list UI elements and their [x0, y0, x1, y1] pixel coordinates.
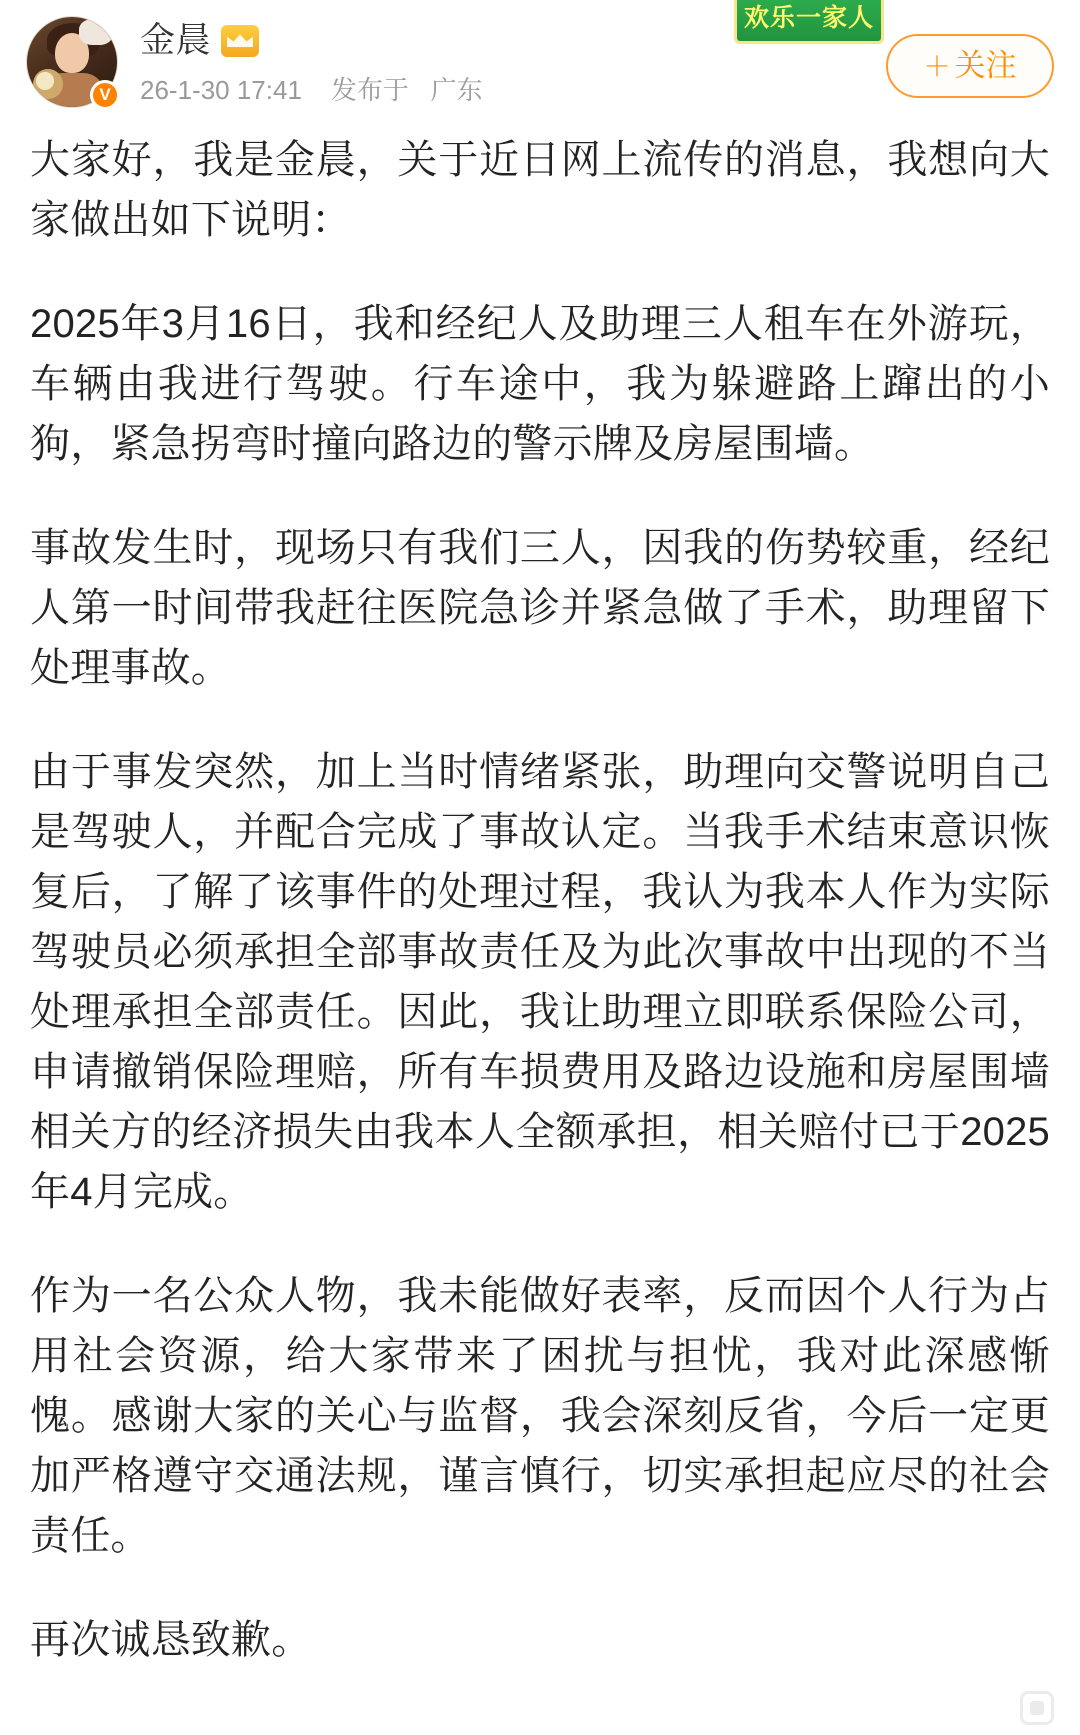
crown-badge-icon[interactable]: [221, 25, 259, 57]
post-paragraph: 大家好，我是金晨，关于近日网上流传的消息，我想向大家做出如下说明：: [30, 138, 1050, 242]
post-paragraph: 再次诚恳致歉。: [30, 1618, 312, 1662]
follow-button[interactable]: [886, 34, 1054, 98]
avatar-bouquet-shape: [33, 69, 63, 99]
plus-icon: ＋: [923, 52, 951, 82]
post-paragraph: 作为一名公众人物，我未能做好表率，反而因个人行为占用社会资源，给大家带来了困扰与担忧，我对此深感惭愧。感谢大家的关心与监督，我会深刻反省，今后一定更加严格遵守交通法规，谨言慎行，切实承担起应尽的社会责任。: [30, 1274, 1050, 1558]
post-location-prefix: 发布于: [330, 75, 409, 105]
avatar[interactable]: [26, 16, 118, 108]
promo-sticker: 欢乐一家人: [734, 0, 884, 44]
post-body: [0, 120, 1080, 1670]
avatar-cat-sticker: [79, 19, 113, 45]
post-paragraph: 事故发生时，现场只有我们三人，因我的伤势较重，经纪人第一时间带我赶往医院急诊并紧急做了手术，助理留下处理事故。: [30, 526, 1050, 690]
post-location[interactable]: 广东: [430, 75, 483, 105]
post-paragraph: 2025年3月16日，我和经纪人及助理三人租车在外游玩，车辆由我进行驾驶。行车途中，我为躲避路上蹿出的小狗，紧急拐弯时撞向路边的警示牌及房屋围墙。: [30, 302, 1050, 466]
verified-v-icon: V: [90, 80, 120, 110]
post-paragraph: 由于事发突然，加上当时情绪紧张，助理向交警说明自己是驾驶人，并配合完成了事故认定。当我手术结束意识恢复后，了解了该事件的处理过程，我认为我本人作为实际驾驶员必须承担全部事故责任及为此次事故中出现的不当处理承担全部责任。因此，我让助理立即联系保险公司，申请撤销保险理赔，所有车损费用及路边设施和房屋围墙相关方的经济损失由我本人全额承担，相关赔付已于2025年4月完成。: [30, 750, 1050, 1214]
post-header: [0, 0, 1080, 120]
follow-button-label: 关注: [954, 48, 1017, 83]
watermark-logo-icon: [1020, 1691, 1054, 1725]
watermark: [1020, 1691, 1062, 1725]
author-name[interactable]: 金晨: [140, 21, 212, 60]
post-timestamp: 26-1-30 17:41: [140, 75, 302, 105]
